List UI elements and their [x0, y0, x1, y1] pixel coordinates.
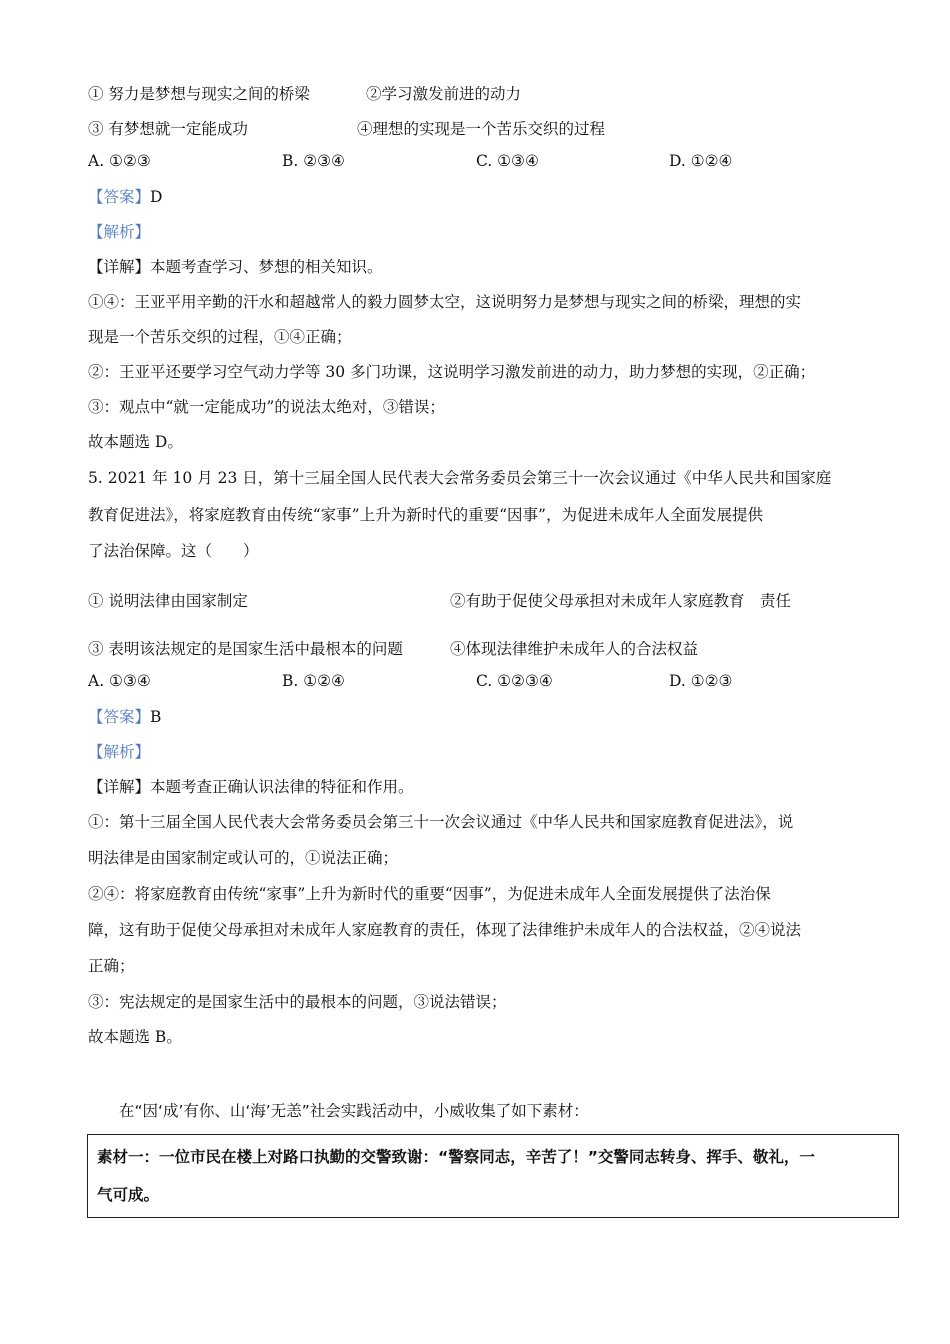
q5-choice-c: C. ①②③④	[476, 672, 553, 690]
q4-analysis-tag: 【解析】	[88, 223, 151, 241]
q5-choice-a: A. ①③④	[88, 672, 151, 690]
q4-choice-d: D. ①②④	[669, 152, 733, 170]
q5-option-2: ②有助于促使父母承担对未成年人家庭教育 责任	[450, 592, 792, 610]
q5-stem-2: 教育促进法》，将家庭教育由传统“家事”上升为新时代的重要“因事”，为促进未成年人全面发展提供	[88, 506, 763, 524]
q4-choice-a: A. ①②③	[88, 152, 151, 170]
q5-conclusion: 故本题选 B。	[88, 1028, 182, 1046]
q5-choice-d: D. ①②③	[669, 672, 733, 690]
q5-stem-1: 5. 2021 年 10 月 23 日，第十三届全国人民代表大会常务委员会第三十一次会议通过《中华人民共和国家庭	[88, 469, 832, 487]
q4-answer	[88, 187, 162, 207]
q5-para-2a: ②④：将家庭教育由传统“家事”上升为新时代的重要“因事”，为促进未成年人全面发展提供了法治保	[88, 885, 771, 903]
material-box	[87, 1134, 899, 1218]
q4-conclusion: 故本题选 D。	[88, 433, 183, 451]
material-1-line-2: 气可成。	[97, 1186, 160, 1204]
q5-answer	[88, 707, 161, 727]
q5-option-3: ③ 表明该法规定的是国家生活中最根本的问题	[88, 640, 403, 658]
q5-para-1a: ①：第十三届全国人民代表大会常务委员会第三十一次会议通过《中华人民共和国家庭教育促进法》，说	[88, 813, 794, 831]
q5-para-2b: 障，这有助于促使父母承担对未成年人家庭教育的责任，体现了法律维护未成年人的合法权益，②④说法	[88, 921, 802, 939]
q4-para-3: ③：观点中“就一定能成功”的说法太绝对，③错误；	[88, 398, 445, 416]
q4-option-1: ① 努力是梦想与现实之间的桥梁	[88, 85, 310, 103]
q5-detail: 【详解】本题考查正确认识法律的特征和作用。	[88, 778, 414, 796]
q4-option-3: ③ 有梦想就一定能成功	[88, 120, 248, 138]
answer-value: B	[150, 708, 162, 726]
q4-para-2: ②：王亚平还要学习空气动力学等 30 多门功课，这说明学习激发前进的动力，助力梦想的实现，②正确；	[88, 363, 816, 381]
q4-detail: 【详解】本题考查学习、梦想的相关知识。	[88, 258, 383, 276]
q4-option-2: ②学习激发前进的动力	[366, 85, 522, 103]
material-1-line-1: 素材一：一位市民在楼上对路口执勤的交警致谢：“警察同志，辛苦了！”交警同志转身、挥手、敬礼，一	[97, 1148, 815, 1166]
q6-intro: 在“因‘成’有你、山‘海’无恙”社会实践活动中，小威收集了如下素材：	[119, 1102, 589, 1120]
q5-analysis-tag: 【解析】	[88, 743, 151, 761]
q5-option-4: ④体现法律维护未成年人的合法权益	[450, 640, 699, 658]
q5-para-3: ③：宪法规定的是国家生活中的最根本的问题，③说法错误；	[88, 993, 507, 1011]
q5-option-1: ① 说明法律由国家制定	[88, 592, 248, 610]
q4-para-1a: ①④：王亚平用辛勤的汗水和超越常人的毅力圆梦太空，这说明努力是梦想与现实之间的桥梁，理想的实	[88, 293, 802, 311]
q4-option-4: ④理想的实现是一个苦乐交织的过程	[357, 120, 606, 138]
q5-stem-3: 了法治保障。这（ ）	[88, 542, 259, 560]
q5-para-1b: 明法律是由国家制定或认可的，①说法正确；	[88, 849, 399, 867]
q5-choice-b: B. ①②④	[282, 672, 345, 690]
answer-tag: 【答案】	[88, 708, 151, 726]
q5-para-2c: 正确；	[88, 957, 135, 975]
q4-choice-b: B. ②③④	[282, 152, 345, 170]
q4-choice-c: C. ①③④	[476, 152, 539, 170]
answer-tag: 【答案】	[88, 188, 151, 206]
answer-value: D	[150, 188, 163, 206]
q4-para-1b: 现是一个苦乐交织的过程，①④正确；	[88, 328, 352, 346]
